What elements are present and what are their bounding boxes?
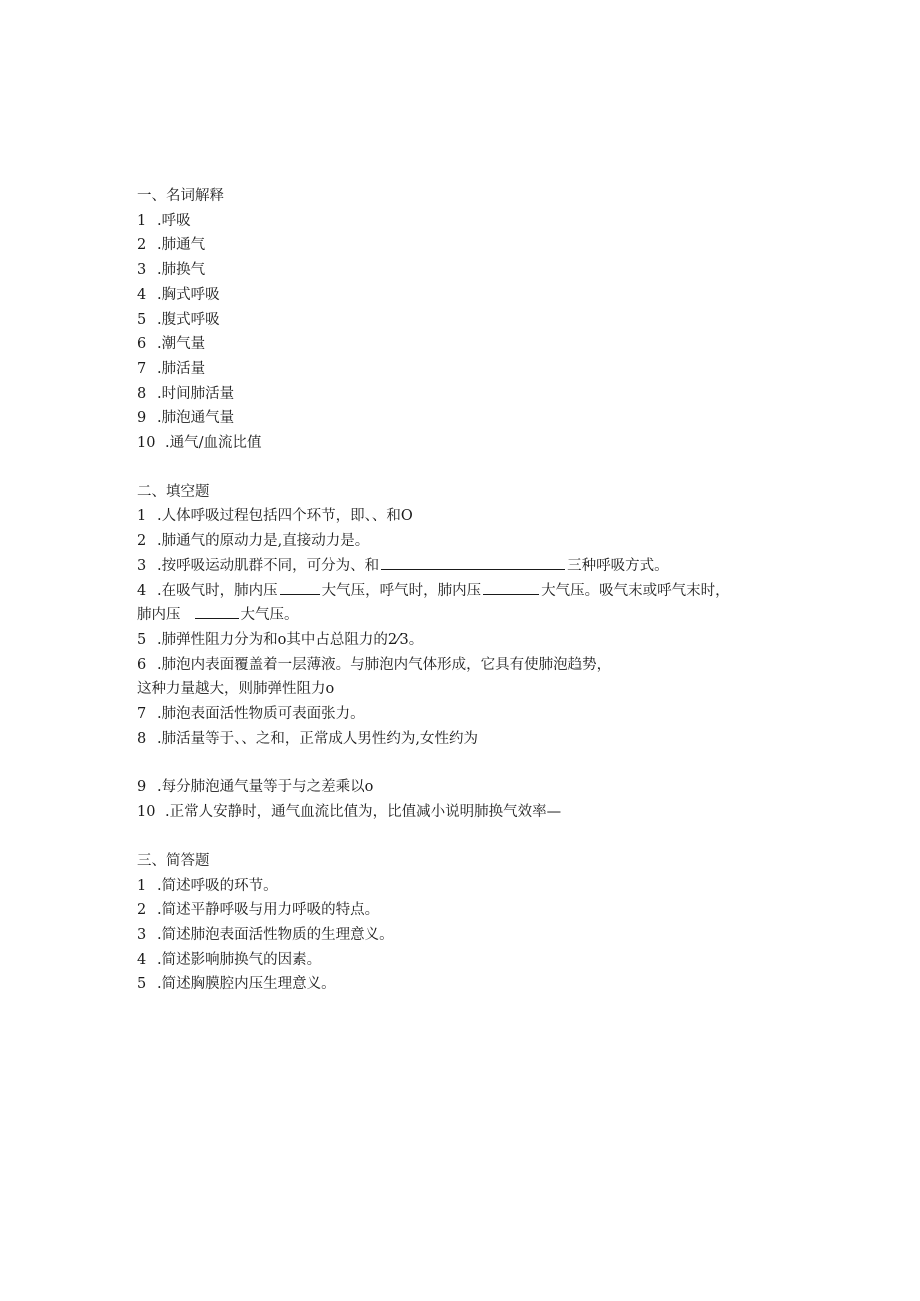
item-text: .简述肺泡表面活性物质的生理意义。 [157,926,394,943]
item-text: .每分肺泡通气量等于与之差乘以o [157,779,374,796]
item-number: 4 [137,951,147,968]
item-text: .肺通气 [157,237,206,254]
item-number: 2 [137,533,147,550]
list-item [137,529,797,554]
list-item [137,702,797,727]
answer-blank [381,555,565,570]
item-number: 5 [137,311,147,328]
list-item [137,898,797,923]
list-item [137,653,797,678]
section-spacer [137,751,797,775]
list-item [137,554,797,579]
item-number: 4 [137,286,147,303]
list-item [137,283,797,308]
list-item [137,948,797,973]
list-item [137,874,797,899]
item-text: .肺换气 [157,262,206,279]
item-text: .简述胸膜腔内压生理意义。 [157,976,336,993]
list-item [137,357,797,382]
list-item [137,308,797,333]
list-item [137,258,797,283]
item-text: .在吸气时，肺内压 [157,582,278,599]
list-item-continuation [137,677,797,702]
item-text: .肺活量 [157,360,206,377]
item-number: 2 [137,237,147,254]
item-number: 7 [137,360,147,377]
list-item [137,233,797,258]
item-number: 7 [137,706,147,723]
item-number: 9 [137,779,147,796]
item-text: 这种力量越大，则肺弹性阻力o [137,681,335,698]
list-item [137,579,797,604]
item-number: 6 [137,336,147,353]
item-number: 4 [137,582,147,599]
item-number: 5 [137,631,147,648]
list-item [137,923,797,948]
section-title: 三、简答题 [137,852,210,869]
item-number: 8 [137,385,147,402]
item-number: 5 [137,976,147,993]
list-item [137,406,797,431]
answer-blank [280,580,320,595]
item-text: .简述平静呼吸与用力呼吸的特点。 [157,902,380,919]
list-item [137,431,797,456]
item-text: .呼吸 [157,212,191,229]
item-number: 2 [137,902,147,919]
item-text: 大气压。 [240,607,299,624]
item-number: 6 [137,656,147,673]
item-number: 3 [137,262,147,279]
item-text: .时间肺活量 [157,385,235,402]
item-number: 1 [137,508,147,525]
item-text: 三种呼吸方式。 [567,557,669,574]
section-title: 二、填空题 [137,483,210,500]
item-text: .正常人安静时，通气血流比值为，比值减小说明肺换气效率— [165,804,562,821]
answer-blank [195,604,239,619]
item-text: 肺内压 [137,607,181,624]
item-text: 大气压。吸气末或呼气末时， [541,582,730,599]
item-text: .按呼吸运动肌群不同，可分为、和 [157,557,380,574]
list-item [137,800,797,825]
document-page [137,184,797,997]
item-text: 大气压，呼气时，肺内压 [321,582,482,599]
list-item [137,332,797,357]
item-number: 1 [137,877,147,894]
list-item [137,628,797,653]
item-text: .人体呼吸过程包括四个环节，即、、和O [157,508,413,525]
item-text: .胸式呼吸 [157,286,220,303]
item-number: 10 [137,804,156,821]
list-item [137,727,797,752]
section-spacer [137,456,797,480]
answer-blank [483,580,539,595]
item-text: .腹式呼吸 [157,311,220,328]
list-item [137,504,797,529]
item-text: .简述呼吸的环节。 [157,877,278,894]
section-title: 一、名词解释 [137,188,224,204]
item-text: .肺泡内表面覆盖着一层薄液。与肺泡内气体形成，它具有使肺泡趋势， [157,656,612,673]
list-item-continuation [137,603,797,628]
list-item [137,209,797,234]
item-text: .肺弹性阻力分为和o其中占总阻力的2⁄3。 [157,631,424,648]
section-short-answer [137,849,797,997]
item-text: .通气/血流比值 [165,435,262,452]
item-number: 8 [137,730,147,747]
item-text: .简述影响肺换气的因素。 [157,951,322,968]
item-text: .肺泡通气量 [157,410,235,427]
section-spacer [137,825,797,849]
section-fill-in-blank [137,480,797,825]
item-text: .肺通气的原动力是,直接动力是。 [157,533,370,550]
item-number: 3 [137,557,147,574]
item-number: 3 [137,926,147,943]
list-item [137,972,797,997]
item-number: 10 [137,435,156,452]
section-definitions [137,184,797,456]
list-item [137,382,797,407]
item-text: .潮气量 [157,336,206,353]
list-item [137,775,797,800]
item-text: .肺活量等于、、之和，正常成人男性约为,女性约为 [157,730,478,747]
item-text: .肺泡表面活性物质可表面张力。 [157,706,365,723]
item-number: 9 [137,410,147,427]
item-number: 1 [137,212,147,229]
